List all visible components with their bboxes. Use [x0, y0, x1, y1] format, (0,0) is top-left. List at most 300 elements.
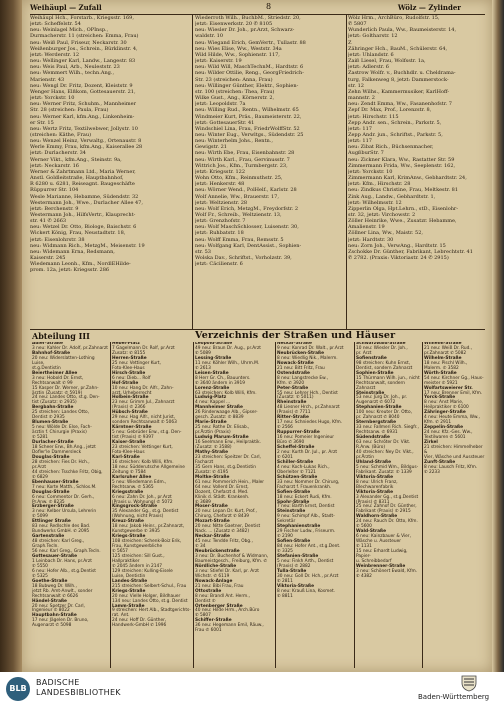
directory-entry: Wesle Marianne, Hebamme, Südendstr. 32: [30, 193, 139, 200]
street-entry: 7 neu: Korte Matth., Schlos.M.: [32, 484, 97, 490]
street-heading: Kärntner-Straße: [112, 425, 152, 431]
street-entry: 5 neu: Wölde Dr. Else, Fach-: [32, 425, 92, 431]
street-heading: Hirsch-Straße: [112, 370, 146, 376]
directory-entry: neu: Willinger Günther, Elektr., Sophien-: [195, 82, 299, 89]
street-entry: 18 neu: Südderutsche Allgemeine: [112, 464, 185, 470]
street-heading: Adler-Straße: [32, 342, 63, 346]
street-heading: Sofien-Straße: [277, 489, 311, 495]
directory-entry: jetzt: Hardtstr. 30: [348, 236, 394, 243]
directory-entry: jetzt: Yorckstr. 10: [348, 168, 393, 175]
street-entry: 4 neu: Koch-Lukas Rich.,: [277, 464, 330, 470]
street-entry: 3 neu: Schönert Ewald, Kfm.: [356, 568, 418, 574]
street-entry: R.Anw. (Büro): [356, 445, 386, 451]
street-entry: 20 neu: Nitte Gaetner, Dentist: [195, 524, 261, 530]
directory-entry: mannstr. 2: [348, 95, 375, 102]
street-entry: ✆ 5550: [32, 563, 48, 569]
street-entry: 21 neu: Bibi Frau, Frau: [195, 583, 244, 589]
directory-entry: Wolf Annelie, Ww., Brauerstr. 17,: [195, 193, 279, 200]
street-entry: ✆ 3325: [277, 549, 293, 555]
street-entry: 8 neu: Wiedlig Nik., Malerm.: [277, 355, 338, 361]
directory-entry: Wenger Hans, Elßkom, Gottesauerstr. 21,: [30, 88, 136, 95]
street-heading: Bergbahn-Straße: [32, 405, 74, 411]
directory-entry: Rüppurrer Str. 104: [30, 187, 79, 194]
street-heading: Wolfartsweierer Str.: [424, 385, 473, 391]
street-entry: 21 streichen: Himmelheber &: [424, 445, 483, 455]
street-heading: Sofien-Straße: [277, 539, 311, 545]
street-heading: Wörth-Straße: [424, 370, 457, 376]
street-entry: ✆ 5089: [195, 350, 211, 356]
street-entry: 3 neu: Kahler Dr. Adolf, pr.Zahnarzt: [32, 345, 108, 351]
street-entry: jetzt Rb. Amt-Anwlt., sonder: [32, 588, 93, 594]
street-heading: Bahnhof-Straße: [32, 350, 71, 356]
street-entry: (Praxis) ✆ 7711: [277, 410, 311, 416]
directory-entry: AugßburStr. 7: [348, 150, 384, 157]
street-entry: 25 streichen: Landes Otto,: [32, 410, 90, 416]
street-heading: Neckar-Straße: [195, 534, 230, 540]
street-heading: Ortenberger Straße: [195, 603, 243, 609]
street-entry: Rechtsanwalt ✆ 99: [32, 380, 73, 386]
street-entry: Malerm. ✆ 3582: [424, 365, 459, 371]
street-entry: 3 neu: Dr. Buchenhof & Widmann,: [195, 553, 269, 559]
directory-entry: neu: Widmann Rich., MetzgM., Meisenstr. 19: [30, 242, 145, 249]
street-entry: Klinik d. Städt. Krankenh.: [195, 494, 250, 500]
street-heading: Kingsgrock-Straße: [112, 504, 158, 510]
directory-entry: Wolska Dav., Schriftst., Vorholzstr. 39,: [195, 255, 292, 262]
street-entry: 2 neu: Kurth Dr. Jul., pr. Arzt: [277, 449, 338, 455]
directory-entry: jetzt: Leopoldstr. 7a: [195, 101, 246, 108]
street-entry: ✆ 5281: [32, 435, 48, 441]
directory-entry: neu: Wenzel Heinz, Verwaltg., Ortenaustr. 8: [30, 138, 142, 145]
street-heading: Neubrückenstraße: [195, 549, 240, 555]
library-name-line-2: LANDESBIBLIOTHEK: [36, 688, 121, 697]
street-entry: 16 streichen: Kolb Willi, Kfm.: [112, 459, 174, 465]
street-heading: Viktoria-Straße: [356, 474, 394, 480]
street-heading: Hübsch-Straße: [112, 410, 148, 416]
library-name[interactable]: [36, 678, 121, 698]
directory-entry: neu: Zendt Emma, Ww., Fasanenhofstr. 7: [348, 101, 452, 108]
directory-entry: Westermann Joh., HilfsVertr., Klauprecht-: [30, 212, 136, 218]
street-entry: 18 Bubweg Dr. Wilh.,: [32, 583, 77, 589]
street-heading: Kriegs-Straße: [112, 588, 146, 594]
street-entry: 3 Alexander Gg., st.g.Dentist: [356, 494, 419, 500]
street-heading: Wald-Straße: [356, 529, 386, 535]
street-entry: 98 streichen: Kuhn Ernst,: [356, 360, 411, 366]
directory-entry: Westermann Joh., Wwe., Durlacher Allee 47,: [30, 199, 143, 206]
street-entry: 48 Liesner Hrch., pr.Zahnarzt: [277, 405, 340, 411]
street-entry: 24 neu: Rauch Dr. Otto, Kfm.: [356, 519, 418, 525]
street-heading: Ebenhauser-Straße: [32, 479, 79, 485]
street-entry: 1 Leinbach Dr. Hans, pr.Arzt: [32, 558, 92, 564]
street-entry: 5 neu: Gebrüder Erw., st.g. Den-: [112, 430, 182, 436]
street-heading: Landes-Straße: [112, 578, 148, 584]
streets-column-3: [195, 342, 273, 672]
directory-entry: neu: Zindkus Christine, Frau, Meltkestr. 81: [348, 187, 459, 194]
street-entry: 84 neu: Hofer Ant., st.g.Dent.: [277, 544, 341, 550]
street-heading: Wilhelm-Straße: [424, 342, 462, 346]
street-entry: Dentist ✆ 2935: [32, 415, 65, 421]
directory-entry: jetzt: Uhlandstr. 6: [348, 51, 394, 58]
street-entry: ✆ 2190: [277, 534, 293, 540]
directory-entry: ✆ 5807: [348, 21, 367, 28]
street-entry: 8 neu: Anst Marie,: [424, 400, 464, 406]
street-heading: Nowack-Anlage: [195, 578, 233, 584]
street-entry: Vier, Wäsche und Aussteuer: [424, 454, 485, 460]
directory-entry: str. 32, jetzt: Virchowstr. 2: [348, 212, 416, 218]
directory-entry: neu: Wiegand Erich, GemVertr., Tullastr. 88: [195, 39, 306, 46]
directory-entry: Wittrich Jos., Kfm., Turmbergstr. 23,: [195, 162, 288, 169]
directory-entry: Anstl. Goldleitstraße, Hauptbahnhof,: [30, 175, 124, 182]
street-entry: 6 neu: Zahn Dr. Joh., pr.Arzt: [112, 494, 172, 500]
street-entry: 35 Gern Hans, st.g.Dentistin: [195, 464, 256, 470]
street-entry: 16 neu: Pomeier Ingenieur: [277, 435, 335, 441]
street-heading: Viktoria-Straße: [356, 489, 394, 495]
street-entry: Dofler'le Dammersleck: [32, 449, 82, 455]
directory-entry: Zipperlin Olga, Hpt.Lehrn., stD., Eisenlohr-: [348, 205, 459, 212]
directory-entry: neu: Wiesler Dr. Joh., pr.Arzt, Schwarz-: [195, 27, 295, 34]
street-entry: Rechtsanw. ✆ 5365: [112, 484, 154, 490]
directory-entry: Zöllner Lina, Ww., Maistr. 52,: [348, 230, 423, 237]
street-entry: ✆ 5807: [195, 613, 211, 619]
street-heading: Steinstraße: [356, 390, 385, 396]
directory-entry: Zehn Wilhs., Kammermusiker, KarlHoff-: [348, 88, 450, 95]
directory-entry: Z: [348, 39, 352, 46]
directory-entry: neu: Wetzel Dr. Otto, Biologe, Baischstr. 6: [30, 224, 137, 231]
street-entry: 29 Fischer Ludw., Friseurm.: [277, 529, 336, 535]
street-entry: 8 neu: Lausch Fritz, Kfm.: [424, 464, 478, 470]
street-entry: (Praxis u. Wohnung) ✆ 5072: [112, 499, 173, 505]
directory-entry: Zimmermann Frida, Ww., Seeplenstr. 162,: [348, 162, 456, 169]
street-entry: pr.Ärztin (Praxis): [195, 430, 231, 436]
street-heading: Moltke-Straße: [195, 474, 230, 480]
entries-column-1: [30, 15, 190, 335]
street-entry: 8 Herr Gr. Ch., Bauunters.: [195, 375, 251, 381]
street-entry: 6 neu: Commentor Dr. Gerh.,: [32, 494, 95, 500]
street-heading: Erzberger-Straße: [32, 504, 74, 510]
street-heading: Zirkel: [424, 440, 438, 446]
street-entry: Zusatz: ✆ 4195: [195, 469, 229, 475]
directory-entry: neu: Wengl Dr. Fritz, Dozent, Kleiststr. 9: [30, 82, 133, 89]
directory-entry: jetzt: Goltharstr. 12: [348, 33, 398, 40]
street-entry: ärztin f. Chirurgie (Praxis): [32, 430, 87, 436]
street-heading: Südendstraße: [356, 435, 390, 441]
street-heading: Schützen-Straße: [277, 474, 318, 480]
street-heading: Ludwig Marum-Straße: [195, 435, 249, 441]
street-entry: Frau, Kunstgewerbliche: [112, 544, 163, 550]
street-entry: 23 neu: Grimm Jul., Zahnarzt: [112, 400, 175, 406]
street-entry: 9 neu: Schimpf Alb., Stadt-: [277, 514, 335, 520]
street-entry: 6 neu: Dieb... Rolf: [112, 375, 151, 381]
directory-entry: Windschiel Lina, Frau, FriedrWolffStr. 52: [195, 125, 300, 132]
street-heading: Sophien-Straße: [356, 370, 394, 376]
coat-of-arms-icon: [459, 674, 479, 692]
street-entry: ✆ 5657: [112, 549, 128, 555]
street-entry: 25 neu: Vettinger Kurt,: [112, 360, 161, 366]
street-entry: Handwerk-GmbH ✆ 1996: [112, 623, 167, 629]
directory-entry: Zschokke Dr. Günther, Fabrikant, Lebrechtstr. 41: [348, 248, 473, 255]
directory-entry: neu: Wild Will, MaschTechnM., Hardtstr. 6: [195, 64, 304, 71]
street-entry: 56 neu: Karl Greg., Graph.Tecln.: [32, 549, 101, 555]
directory-entry: Zink Aug., Landw., Gebhardtstr. 1,: [348, 193, 436, 200]
entries-column-2: [195, 15, 345, 335]
street-entry: pr.Arzt: [32, 464, 47, 470]
streets-column-4: [277, 342, 353, 672]
street-entry: 18 neu: Eckert Rudi, Kfm.: [277, 494, 332, 500]
directory-entry: jetzt: Kfm., Hirschstr. 28: [348, 181, 411, 188]
street-entry: Kfm. ✆ 3920: [277, 380, 305, 386]
street-entry: 17 neu: Schniedes Hugo, Kfm.: [277, 420, 343, 426]
street-entry: Zahnarzt: [356, 385, 376, 391]
street-entry: 26 Rinderwaage Alb., Gipser-: [195, 410, 258, 416]
header-right-keyword: Wölz — Zylinder: [397, 3, 461, 12]
directory-entry: Durmacherstr. 11 (streichen: Emma, Frau): [30, 33, 139, 40]
street-entry: 25 neu: Rothe Dr. Elisab.,: [195, 425, 250, 431]
street-heading: Ruppurrer-Straße: [277, 430, 320, 436]
street-heading: Hebel-Platz: [112, 342, 140, 346]
street-entry: 44 streichen: Tsschke Fritz, Obig,: [32, 469, 103, 475]
street-entry: Chirurg, Chefarzt ✆ 8439: [195, 514, 250, 520]
directory-entry: jetzt: Adlerstr. 6: [348, 64, 389, 71]
directory-entry: Zähringer Hch., BauM., Schülerstr. 64,: [348, 45, 448, 52]
street-heading: Nördliche-Straße: [195, 563, 237, 569]
street-entry: 61 neu: Pommerich Hein., Maler: [195, 479, 265, 485]
directory-entry: jetzt: Grenzhofstr. 7: [195, 218, 246, 225]
street-entry: 33 neu: Nommer Dr. Chirurg,: [277, 479, 340, 485]
street-entry: Dozent, Chefarzt d. Med.: [195, 489, 249, 495]
directory-entry: Zastrow Wolfr. v., Buchhdlr. u. Cheldrama-: [348, 70, 456, 77]
street-entry: Nack. ... (Zusatz ✆ 3482): [195, 529, 249, 535]
directory-entry: Str. 28 (streichen: Paula, Frau): [30, 107, 109, 114]
street-entry: ✆ 5600: [356, 524, 372, 530]
blb-logo[interactable]: BLB: [6, 677, 30, 701]
street-entry: 3 neu: Kelber Ursula, Lehrerin: [32, 509, 97, 515]
directory-entry: Wiederroth Wilh., BuchbM., Striedstr. 20,: [195, 15, 301, 21]
directory-entry: jetzt: Yorckstr. 10: [30, 95, 75, 102]
directory-entry: Amalienstr. 19: [348, 224, 385, 231]
street-heading: Moser-Straße: [195, 504, 228, 510]
street-entry: ✆ 3689: [195, 499, 211, 505]
street-heading: Viktoria-Straße: [277, 583, 315, 589]
section-heading-abteilung: Abteilung III: [32, 331, 90, 341]
street-entry: 20 neu: Spetzer Dr. Carl,: [32, 603, 85, 609]
street-heading: Spohr-Straße: [277, 499, 310, 505]
street-heading: Holbein-Straße: [112, 395, 149, 401]
street-entry: 20 neu: Widerslatten-Lothing Luise,: [32, 355, 95, 366]
directory-entry: neu: Widemann Erna, Redsmann,: [30, 248, 115, 255]
directory-entry: Zimmermann Karl, KrimAnw., Gebhardtstr. 24,: [348, 175, 467, 182]
street-heading: Tulla-Straße: [277, 568, 307, 574]
street-heading: Yorck-Straße: [424, 395, 456, 401]
street-entry: 18 neu: Pischl Wilh.,: [424, 360, 468, 366]
street-divider-1: [110, 342, 111, 668]
street-heading: Marie-Straße: [195, 420, 227, 426]
directory-entry: neu: Zickner Klara, Ww., Rastatter Str. 59: [348, 156, 455, 163]
street-entry: 29 neu: Hag Alfr., nicht Jurist,: [112, 415, 176, 421]
street-entry: 4 neu: Heute Emma, Ww.,: [424, 415, 480, 421]
street-entry: (Wohnung, nicht Praxis): [112, 514, 164, 520]
street-entry: 15 neu: Erhardt Ludwig, Papier-: [356, 549, 408, 559]
street-entry: Baumeistgesch., Freiburg, Kfm. ✆: [195, 558, 268, 564]
page-edge: [492, 0, 504, 672]
directory-entry: Wölz Hrm., ArchBüro, Rudolfstr. 15,: [348, 15, 440, 21]
streets-column-6: [424, 342, 486, 672]
directory-entry: Gewigstr. 21: [195, 144, 227, 151]
street-heading: Zeppelin-Straße: [424, 425, 464, 431]
directory-entry: neu: Wirth Karl., Frau, Gervinusstr. 7: [195, 156, 290, 163]
street-entry: tist (Zusatz: ✆ 2935): [32, 400, 77, 406]
directory-entry: str. 100 (streichen: Thea, Frau): [195, 88, 275, 95]
street-entry: pr.Ärztin: [356, 454, 375, 460]
street-heading: Stefanien-Straße: [277, 553, 319, 559]
directory-entry: jetzt: Berchenstr. 9: [30, 205, 79, 212]
directory-entry: Kaiserstr. 245: [30, 255, 66, 262]
street-entry: 18 Scheer Erw., Bh.Ang., jetzt: [32, 445, 96, 451]
street-entry: ✆ 2233: [424, 469, 440, 475]
street-entry: 20 neu: Lepan Dr. Kurt, Prof.,: [195, 509, 257, 515]
street-entry: 21 neu: Weiß Dr. Rud.,: [424, 345, 473, 351]
street-heading: Schiller-Straße: [277, 459, 314, 465]
street-entry: Augenarzt ✆ 5098: [32, 623, 72, 629]
book-binding: [0, 0, 22, 672]
street-entry: Kfm. ✆ 2911: [424, 420, 452, 426]
directory-entry: str. 12: [348, 82, 364, 89]
street-heading: Sofienstraße: [356, 355, 387, 361]
street-entry: 83 neu: Redlschle des Bad.: [32, 524, 91, 530]
street-heading: Ritter-Straße: [277, 415, 309, 421]
street-entry: Pr.Anw. ✆ 8235: [32, 499, 65, 505]
street-entry: 6 neu: Hofer Alb., st.g.Dentist: [32, 568, 96, 574]
street-entry: ✆ 3640 ändern in 3919: [195, 380, 245, 386]
street-entry: meister ✆ 5921: [424, 380, 458, 386]
entries-column-3: [348, 15, 483, 335]
directory-entry: jetzt: Wilhelmsstr. 12: [348, 199, 402, 206]
directory-entry: jetzt: 117: [348, 138, 372, 145]
directory-entry: jetzt: Kriegsstr. 122: [195, 168, 246, 175]
streets-column-2: [112, 342, 192, 672]
street-heading: Uhland-Straße: [356, 459, 392, 465]
directory-entry: Zaiß Liesel, Frau, Wolfsstr. 1a,: [348, 58, 426, 65]
street-entry: Fabrikant (Praxis) ✆ 2915: [356, 509, 411, 515]
street-entry: 215 streichen: Selbert-Schul., Frau: [112, 583, 187, 589]
directory-entry: Marienstr. 43: [30, 76, 65, 83]
street-heading: Herren-Straße: [112, 355, 147, 361]
street-entry: 10 neu: Hang Dr. Alfr., Zahn-: [112, 385, 174, 391]
street-entry: st.g.Dentistin: [32, 365, 61, 371]
directory-entry: neu: Weinlagel Mich., OPInsp.,: [30, 27, 109, 34]
street-entry: Rechtsanw. ✆ 6931: [356, 430, 398, 436]
street-entry: 5 neu: Wiedemann Edm.,: [112, 479, 167, 485]
street-entry: 17 neu: Jägelen Dr. Bruno,: [32, 618, 89, 624]
directory-entry: jetzt: 117: [348, 125, 372, 132]
street-heading: Kriegsstraße: [112, 489, 144, 495]
street-entry: 129 streichen: Kulling-Eisele: [112, 568, 173, 574]
street-entry: 63 streichen: Kolb Willi, Kfm.: [195, 390, 257, 396]
street-heading: Kreuz-Straße: [112, 519, 144, 525]
directory-entry: jetzt: Werderstr. 12: [30, 51, 80, 58]
street-heading: Ostendstraße: [277, 370, 310, 376]
street-entry: 10 neu: Wiesler Dr. Joh.,: [356, 345, 408, 351]
directory-entry: neu: Wilder Ottilie, Reng., GeorgFriedrich-: [195, 70, 304, 77]
directory-entry: neu: Winterhelm Johs., Rentn.,: [195, 138, 273, 145]
street-entry: arzt, Urheberrecht: [112, 390, 152, 396]
street-entry: 40 neu: Hilde Hrm., Arch.Büro: [195, 608, 260, 614]
directory-entry: Wiedemann Leonh., Kfm., NordlEHilde-: [30, 261, 131, 268]
page-number: 8: [266, 2, 272, 11]
directory-entry: neu: Wertz Fritz, Textilwebwer, Jollystr. 10: [30, 125, 138, 132]
street-entry: (Zusatz: ✆ 3588): [195, 445, 232, 451]
directory-entry: neu: Werner Fritz, Schuhm., Mannheimer: [30, 101, 136, 108]
street-entry: 15 Thürmann Wilh. jun., nicht: [356, 375, 420, 381]
street-entry: ✆ 4382: [356, 573, 372, 579]
section-heading-verzeichnis: Verzeichnis der Straßen und Häuser: [195, 330, 396, 341]
street-entry: Heilpraktiker ✆ 6100: [424, 405, 469, 411]
directory-entry: jetzt: Weltzienstr. 28: [195, 199, 248, 206]
street-entry: ✆ 1131: [356, 544, 372, 550]
street-entry: 9 neu: Konrad Dr. Walt., pr.Arzt: [277, 345, 344, 351]
street-entry: Facharzt f. Frauenkrankh.: [277, 484, 332, 490]
street-heading: Ludwig-Platz: [195, 395, 227, 401]
street-heading: Händel-Straße: [32, 598, 67, 604]
street-entry: 8 neu: Ulrich Franz,: [356, 479, 398, 485]
street-entry: Rechtsanwalt, sondern: [356, 380, 405, 386]
street-heading: Durlacher-Straße: [32, 440, 74, 446]
street-entry: 4 neu: Kappel ...: [195, 400, 231, 406]
directory-entry: jetzt: Ruhbatstr. 18: [195, 230, 244, 237]
street-entry: Foto-Klee-Haus: [112, 449, 145, 455]
directory-entry: jetzt: Scheffelstr. 54: [30, 21, 81, 28]
street-heading: Gartenstraße: [32, 534, 65, 540]
directory-entry: neu: Zorn Joh., VerwAng., Hardtstr. 15: [348, 242, 446, 249]
directory-entry: neu: Weiß Paul, Friseur, Neckarstr. 30: [30, 39, 127, 46]
directory-entry: neu: Wolf MaschSchlosser, Luisenstr. 30,: [195, 224, 299, 231]
street-entry: (Zusatz: ✆ 5011): [277, 395, 314, 401]
street-entry: ✆ 2045 ändern in 2147: [112, 563, 162, 569]
street-heading: Waldhorn-Straße: [356, 514, 398, 520]
street-entry: Rechtsanwalt ✆ 6626: [32, 593, 79, 599]
street-heading: Hof-Straße: [112, 380, 139, 386]
street-entry: 5 neu: Schmid Wm., Bildgus-: [356, 464, 419, 470]
directory-entry: neu: Winter Eug., Verwltgs., Südendstr. 25: [195, 131, 304, 138]
street-heading: Mathy-Straße: [195, 449, 229, 455]
street-entry: 7 neu: Barth Ernst, Dentist: [277, 504, 335, 510]
street-entry: 15 Kasper Dr. Werner, pr.Zahn-: [32, 385, 99, 391]
directory-entry: waldstr. 10: [195, 33, 224, 40]
directory-entry: turg, Falkenweg 8, jetzt: Dammerstock-: [348, 76, 449, 83]
street-heading: Stephanienstraße: [277, 524, 321, 530]
street-heading: Neubrücken-Straße: [277, 350, 325, 356]
street-entry: 40 streichen: Ney Dr. Vikt.,: [356, 449, 414, 455]
street-entry: Büro ✆ 3690: [277, 440, 305, 446]
directory-entry: Windmeier Kurt, Präs., Baumeisterstr. 22,: [195, 113, 302, 120]
street-entry: Dentist, sondern Zahnarzt: [356, 365, 413, 371]
street-entry: Ingenieur ✆ 8022: [32, 608, 70, 614]
street-heading: Peter-Straße: [277, 385, 309, 391]
street-entry: 63 neu: Schröter Dr. Vikt.: [356, 440, 411, 446]
directory-entry: Wickert König, Frau, Neustadtstr. 18,: [30, 230, 126, 237]
street-entry: 64 neu: Vollerd Dr. Ernst,: [195, 484, 249, 490]
street-entry: Augenarzt ✆ 6072: [356, 400, 396, 406]
library-name-line-1: BADISCHE: [36, 678, 80, 687]
directory-entry: jetzt: GottesauerStr. 41: [195, 119, 255, 126]
directory-entry: neu: Wörner Wend., PolHelf., Karlstr. 28: [195, 187, 297, 194]
directory-entry: Weihäupl Hch., Forstarb., Kriegsstr. 169,: [30, 15, 134, 21]
region-label: Baden-Württemberg: [418, 693, 490, 701]
street-entry: Fabrikant. Zusatz: ✆ 1339: [356, 469, 412, 475]
street-entry: ✆ 5325: [32, 573, 48, 579]
street-entry: ärztin (Zusatz: ✆ 5919): [32, 390, 83, 396]
street-entry: 23 streichen: Vettinger Kurt,: [112, 445, 173, 451]
street-entry: 53 neu: Jürg Dr. Joh., pr.: [356, 395, 408, 401]
street-divider-4: [354, 342, 355, 668]
